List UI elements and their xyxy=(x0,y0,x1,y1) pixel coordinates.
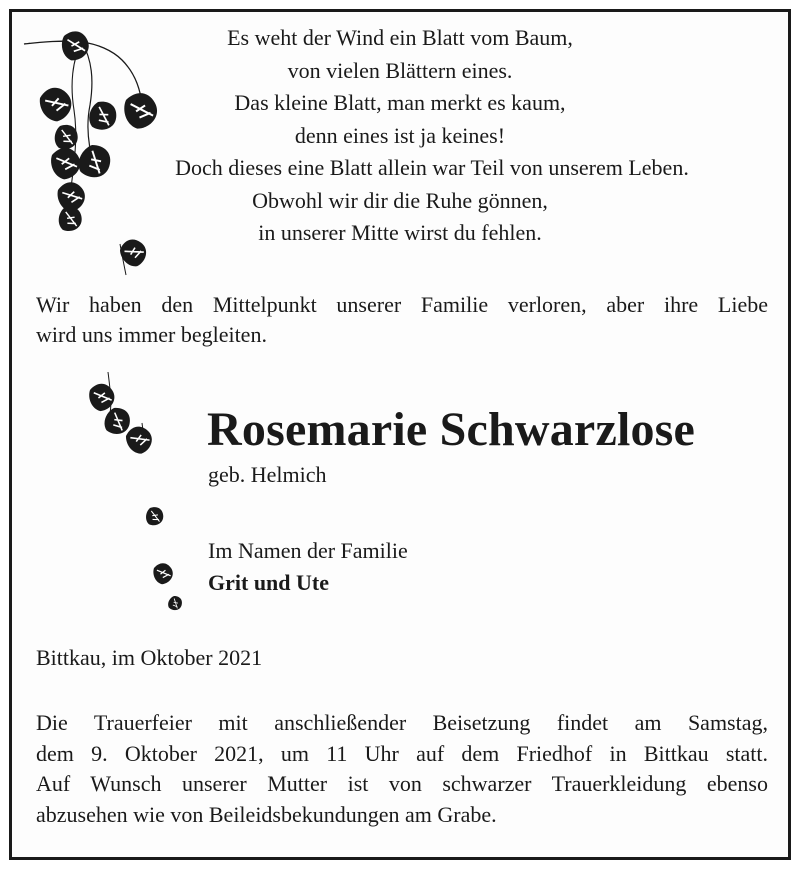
intro-line: wird uns immer begleiten. xyxy=(36,322,267,347)
poem-line: Obwohl wir dir die Ruhe gönnen, xyxy=(252,187,548,213)
funeral-line: abzusehen wie von Beileidsbekundungen am Grabe. xyxy=(36,801,497,827)
poem-line: von vielen Blättern eines. xyxy=(287,57,513,83)
birth-name: geb. Helmich xyxy=(208,462,327,487)
poem-line: Es weht der Wind ein Blatt vom Baum, xyxy=(227,25,573,50)
funeral-line: Auf Wunsch unserer Mutter ist von schwarzer Trauerkleidung ebenso xyxy=(36,771,768,796)
poem-line: denn eines ist ja keines! xyxy=(294,122,506,148)
place-date: Bittkau, im Oktober 2021 xyxy=(36,645,263,670)
poem-line: in unserer Mitte wirst du fehlen. xyxy=(258,220,542,245)
funeral-notice xyxy=(36,708,768,830)
funeral-line: dem 9. Oktober 2021, um 11 Uhr auf dem Friedhof in Bittkau statt. xyxy=(36,740,768,766)
intro-paragraph xyxy=(36,290,768,350)
family-names: Grit und Ute xyxy=(208,570,329,595)
funeral-line: Die Trauerfeier mit anschließender Beisetzung findet am Samstag, xyxy=(36,710,768,735)
family-label: Im Namen der Familie xyxy=(208,538,408,563)
poem-line: Doch dieses eine Blatt allein war Teil von unserem Leben. xyxy=(175,155,689,180)
poem-line: Das kleine Blatt, man merkt es kaum, xyxy=(234,90,566,115)
poem xyxy=(0,22,800,250)
deceased-name: Rosemarie Schwarzlose xyxy=(207,403,696,456)
intro-line: Wir haben den Mittelpunkt unserer Familie verloren, aber ihre Liebe xyxy=(36,292,768,317)
falling-leaves-icon xyxy=(80,368,190,618)
